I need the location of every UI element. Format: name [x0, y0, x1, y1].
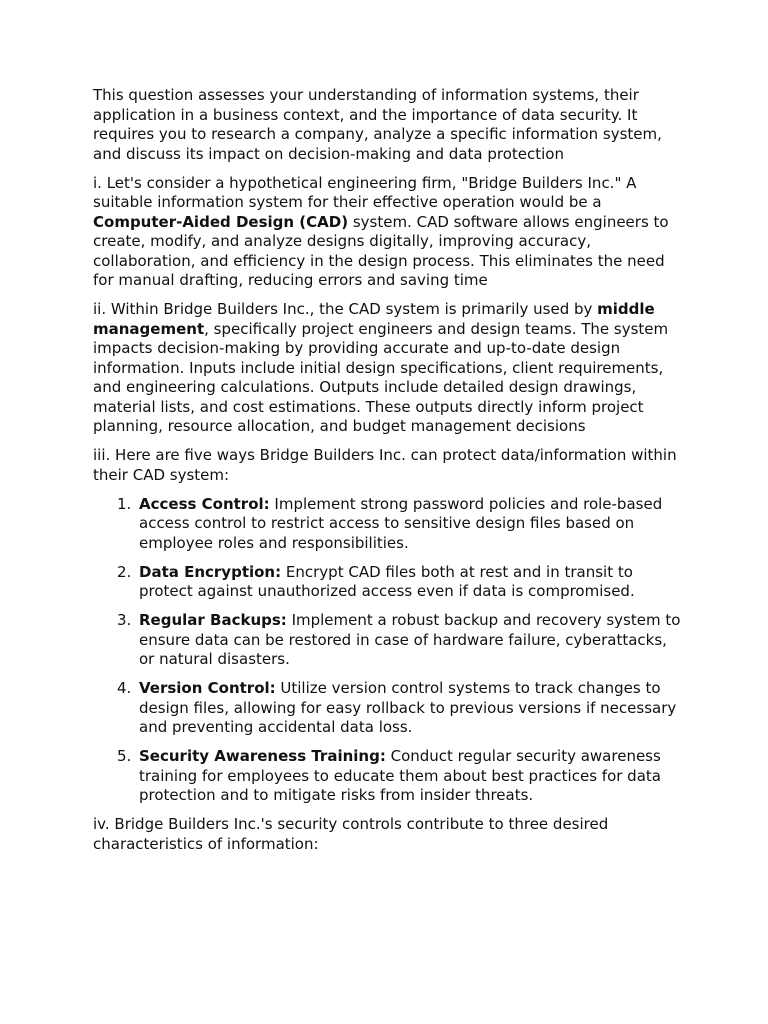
- part-iii-paragraph: iii. Here are five ways Bridge Builders Inc. can protect data/information within their CAD system:: [93, 446, 677, 484]
- list-item-number: 5.: [117, 747, 132, 765]
- part-ii-bold-term: middle management: [93, 300, 655, 338]
- part-iv-paragraph: iv. Bridge Builders Inc.'s security controls contribute to three desired characteristics of information:: [93, 815, 609, 853]
- list-item-title: Regular Backups:: [139, 611, 287, 629]
- list-item: [93, 747, 683, 806]
- intro-paragraph: This question assesses your understanding of information systems, their application in a business context, and the importance of data security. It requires you to research a company, analyze a specific information system, and discuss its impact on decision-making and data protection: [93, 86, 662, 163]
- list-item: [93, 679, 683, 738]
- list-item-title: Data Encryption:: [139, 562, 282, 581]
- list-item-number: 3.: [117, 611, 132, 629]
- list-item: [93, 563, 683, 602]
- part-i-bold-term: Computer-Aided Design (CAD): [93, 212, 349, 231]
- list-item-number: 4.: [117, 679, 132, 697]
- list-item-body: Implement a robust backup and recovery system to ensure data can be restored in case of hardware failure, cyberattacks, or natural disasters.: [139, 611, 681, 668]
- protection-measures-list: [93, 495, 683, 806]
- list-item-number: 2.: [117, 562, 132, 581]
- list-item: [93, 611, 683, 670]
- part-i-text-before: i. Let's consider a hypothetical engineering firm, "Bridge Builders Inc." A suitable information system for their effective operation would be a: [93, 173, 637, 211]
- part-ii-text-after: , specifically project engineers and design teams. The system impacts decision-making by providing accurate and up-to-date design information. Inputs include initial design specifications, client requirements, and engineering calculations. Outputs include detailed design drawings, material lists, and cost estimations. These outputs directly inform project planning, resource allocation, and budget management decisions: [93, 319, 669, 435]
- list-item-title: Access Control:: [139, 494, 270, 513]
- part-ii-paragraph: [93, 300, 683, 437]
- list-item-title: Security Awareness Training:: [139, 747, 386, 765]
- part-i-text-after: system. CAD software allows engineers to create, modify, and analyze designs digitally, improving accuracy, collaboration, and efficiency in the design process. This eliminates the need for manual drafting, reducing errors and saving time: [93, 212, 669, 289]
- list-item: [93, 495, 683, 554]
- part-i-paragraph: [93, 174, 683, 291]
- document-page: [93, 86, 683, 864]
- list-item-title: Version Control:: [139, 679, 276, 697]
- list-item-body: Utilize version control systems to track changes to design files, allowing for easy rollback to previous versions if necessary and preventing accidental data loss.: [139, 679, 677, 736]
- list-item-body: Encrypt CAD files both at rest and in transit to protect against unauthorized access even if data is compromised.: [139, 562, 635, 600]
- part-ii-text-before: ii. Within Bridge Builders Inc., the CAD system is primarily used by: [93, 300, 598, 318]
- list-item-body: Implement strong password policies and role-based access control to restrict access to sensitive design files based on employee roles and responsibilities.: [139, 494, 663, 552]
- list-item-body: Conduct regular security awareness training for employees to educate them about best practices for data protection and to mitigate risks from insider threats.: [139, 747, 661, 804]
- list-item-number: 1.: [117, 494, 132, 513]
